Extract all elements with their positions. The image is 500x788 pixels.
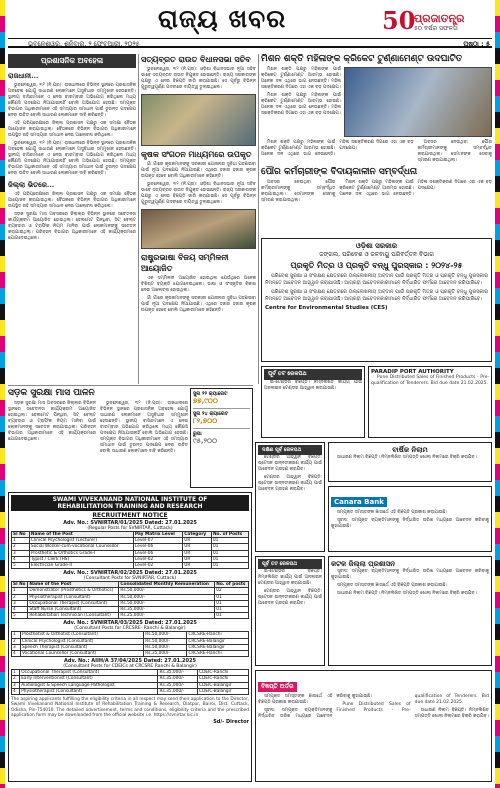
table-cell: Rehabilitation Technician (Consultant) [28,613,119,619]
table-header: Pay Matrix Level [133,532,182,538]
notice-head: କଟକ ଜିଲ୍ଲା ପ୍ରଶାସନ [331,559,395,568]
table-header: Sl No [12,532,30,538]
adv-number: Adv. No.: SVNIRTAR/02/2025 Dated: 27.01.2025 [63,570,197,577]
paragraph: ସାଧାରଣ ନିଲାମ ବିଜ୍ଞପ୍ତି। ନିମ୍ନଲିଖିତ ସମ୍ପତ୍ତି ଖୋଲା ନିଲାମରେ ବିକ୍ରି କରାଯିବ। [337,591,477,596]
table-cell: 3 [12,682,20,688]
table-cell: 5 [12,563,30,569]
kicker: ରାଜଧାନୀ... [8,71,39,80]
dateline [8,38,492,48]
posts-table [11,669,249,695]
newspaper-name: ପ୍ରଜାତନ୍ତ୍ର [414,12,465,25]
paragraph: ସଡ଼କ ସୁରକ୍ଷା ମାସ ଅବସରରେ ଜିଲ୍ଲାର ବିଭିନ୍ନ ସ୍ଥାନରେ ସଚେତନତା କାର୍ଯ୍ୟକ୍ରମ ଆୟୋଜିତ ହୋଇଥିଲା। ହେଲମେଟ ପିନ୍ଧିବା, ସିଟ୍ ବେଲ୍ଟ ବ୍ୟବହାର ଓ ଟ୍ରାଫିକ ନିୟମ ମାନିବା ପାଇଁ ଲୋକମାନଙ୍କୁ ସଚେତନ କରାଯାଇଥିଲା। ପରିବହନ ବିଭାଗର ଅଧିକାରୀମାନେ ଏହି କାର୍ଯ୍ୟକ୍ରମରେ ଯୋଗଦେଇଥିଲେ। [8,401,96,442]
headline-assembly-secretary: ସତ୍ୟବ୍ରତ ରାଉତ ବିଧାନସଭା ସଚିବ [141,54,251,64]
tender-head: ପୂର୍ବ ତଟ ରେଳପଥ [264,369,362,380]
table-cell: Demonstrator (Prosthetics & Orthotics) [28,588,119,594]
tender-body [264,380,362,392]
paragraph: ସାଧାରଣ ନିଲାମ ବିଜ୍ଞପ୍ତି। ନିମ୍ନଲିଖିତ ସମ୍ପତ୍ତି ଖୋଲା ନିଲାମରେ ବିକ୍ରି କରାଯିବ। [414,708,489,719]
issue-date: ଭୁବନେଶ୍ୱର, ଶନିବାର, ୨ ଫେବୃଆରୀ, ୨୦୨୫ [28,40,140,48]
tender-body [371,375,489,387]
notice-footer: Centre for Environmental Studies (CES) [265,305,388,311]
paragraph: ସୂଚନା: ସମ୍ପୃକ୍ତ ବ୍ୟକ୍ତିମାନଙ୍କୁ ନିର୍ଦ୍ଧାରିତ ତାରିଖ ମଧ୍ୟରେ ଆବେଦନ କରିବାକୁ କୁହାଯାଉଛି। [258,694,373,719]
table-cell: Physiotherapist (Consultant) [28,594,119,600]
table-row [12,563,249,569]
table-cell: UR [183,544,212,550]
paragraph: ମିଶନ ଶକ୍ତି ପକ୍ଷରୁ ମହିଳାଙ୍କ ପାଇଁ କ୍ରିକେଟ ଟୁର୍ଣ୍ଣାମେଣ୍ଟ ଆରମ୍ଭ ହୋଇଛି। ଅନେକ ଦଳ ଏଥିରେ ଭାଗ ନେଉଛନ୍ତି। ମହିଳା ସଶକ୍ତିକରଣ ଦିଗରେ ଏହା ଏକ ବଡ଼ ପଦକ୍ଷେପ। [261,67,341,90]
signatory: Sd/- Director [213,718,249,725]
paragraph: ସାଧାରଣ ନିଲାମ ବିଜ୍ଞପ୍ତି। ନିମ୍ନଲିଖିତ ସମ୍ପତ୍ତି ଖୋଲା ନିଲାମରେ ବିକ୍ରି କରାଯିବ। [337,455,477,460]
table-header: Sl No [12,582,28,588]
paragraph: ଅବସର ନେଉଥିବା ପୌର କର୍ମଚାରୀମାନଙ୍କୁ ସମ୍ବର୍ଦ୍ଧିତ କରାଯାଇଥିଲା। ସେମାନଙ୍କ ସେବାକୁ ସ୍ମରଣ କରାଯାଇଥିଲା। [261,180,336,203]
table-cell: Clinical Psychologist (Consultant) [20,638,143,644]
headline-cricket: ମିଶନ ଶକ୍ତି ମହିଳାଙ୍କ କ୍ରିକେଟ ଟୁର୍ଣ୍ଣାମେଣ୍ଟ ଉଦଘାଟିତ [261,54,463,64]
table-cell: Level-06 [133,544,182,550]
table-cell: Occupational Therapist (Consultant) [20,670,158,676]
adv-subtitle: (Regular Posts for SVNIRTAR, Cuttack) [87,526,173,531]
notice-order-body [258,694,489,720]
table-cell: Early Interventionist (Consultant) [20,676,158,682]
table-cell: Level-02 [133,556,182,562]
table-cell: CDEIC-Balangir [198,682,249,688]
paragraph: ଟେଣ୍ଡର ଆହ୍ୱାନ ବିଜ୍ଞପ୍ତି: ଷ୍ଟେସନ ଉନ୍ନତୀକରଣ କାର୍ଯ୍ୟ ପାଇଁ ଆବେଦନ ଗ୍ରହଣ କରାଯିବ। [258,455,322,472]
table-header: Name of the Post [29,532,133,538]
table-cell: Rs.35,000/- [158,682,198,688]
article-body [261,140,492,164]
article-body [8,192,136,242]
paragraph: ଭୁବନେଶ୍ୱର, ୧ା୨ (ନି.ପ୍ର): ଓଡ଼ିଶା ବିଧାନସଭାର ନୂଆ ସଚିବ ଭାବେ ସତ୍ୟବ୍ରତ ରାଉତ ନିଯୁକ୍ତ ହୋଇଛନ୍ତି। ରାଜ୍ୟ ସରକାରଙ୍କ ପକ୍ଷରୁ ଏ ନେଇ ବିଜ୍ଞପ୍ତି ଜାରି କରାଯାଇଛି। ସେ ପୂର୍ବରୁ ବିଭିନ୍ନ ଗୁରୁତ୍ୱପୂର୍ଣ୍ଣ ପଦବୀରେ ଦାୟିତ୍ୱ ତୁଲାଇଥିଲେ। [141,67,256,90]
table-header: Consolidated Monthly Remuneration [119,582,215,588]
table-cell: Level-06 [133,550,182,556]
registration-strip-right [495,0,500,788]
paragraph: ଏକ ସମ୍ମିଳନୀ ଆୟୋଜିତ ହୋଇଥିଲା ଯେଉଁଥିରେ ଅନେକ ବିଶିଷ୍ଟ ବ୍ୟକ୍ତି ଯୋଗଦେଇଥିଲେ। ଭାଷା ଓ ସଂସ୍କୃତିର ବିକାଶ ନେଇ ଆଲୋଚନା ହୋଇଥିଲା। [141,276,256,293]
gold-24k-label: ସୁନା ୨୪ କ୍ୟାରେଟ [193,411,229,417]
table-cell: 01 [215,613,249,619]
tender-body [258,569,322,607]
table-cell: 1 [12,588,28,594]
table-cell: 3 [12,600,28,606]
posts-table [11,581,249,619]
table-cell: Social Worker-cum-vocational Counsellor [29,544,133,550]
adv-number: Adv. No.: SVNIRTAR/03/2025 Dated: 27.01.2025 [63,620,197,627]
table-cell: Rs.50,000/- [119,588,215,594]
paragraph: ଗାଁ ଗାଁରେ କୃଷକମାନଙ୍କୁ ସରକାରୀ ଯୋଜନାର ସୁବିଧା ପହଞ୍ଚାଇବା ପାଇଁ ନୂଆ ପଦକ୍ଷେପ ନିଆଯାଇଛି। ଏଥିରେ ହଜାର ହଜାର କୃଷକ ଉପକୃତ ହେବେ ବୋଲି ଅଧିକାରୀମାନେ କହିଛନ୍ତି। [141,296,256,313]
railway-tender [255,442,325,552]
column-right [261,54,492,234]
paragraph: ଏହି ପରିପ୍ରେକ୍ଷୀରେ ଜିଲ୍ଲା ପ୍ରଶାସନ ପକ୍ଷରୁ ଏକ ସମୀକ୍ଷା ବୈଠକ ଆୟୋଜନ କରାଯାଇଥିଲା। ବୈଠକରେ ବିଭିନ୍ନ ବିଭାଗର ଅଧିକାରୀମାନେ ଉପସ୍ଥିତ ରହି ସମସ୍ୟାର ସମାଧାନ ନେଇ ଆଲୋଚନା କରିଥିଲେ। [8,121,136,138]
table-header: Name of the Post [28,582,119,588]
table-cell: 2 [12,594,28,600]
table-cell: Level-02 [133,563,182,569]
table-cell: UR [183,550,212,556]
paragraph: ପରିବେଶ ସୁରକ୍ଷା ଓ ସଂରକ୍ଷଣ କ୍ଷେତ୍ରରେ ଉଲ୍ଲେଖନୀୟ ଅବଦାନ ପାଇଁ ପ୍ରକୃତି ମିତ୍ର ଓ ପ୍ରକୃତି ବନ୍ଧୁ ପୁରସ୍କାର ନିମନ୍ତେ ଆବେଦନ ଆହ୍ୱାନ କରାଯାଉଛି। ଆଗ୍ରହୀ ଆବେଦନକାରୀମାନେ ନିର୍ଦ୍ଧାରିତ ଫର୍ମରେ ଆବେଦନ କରିପାରିବେ। [265,273,488,286]
table-cell: 2 [12,544,30,550]
department-name: ଜଙ୍ଗଲ, ପରିବେଶ ଓ ଜଳବାୟୁ ପରିବର୍ତ୍ତନ ବିଭାଗ [319,251,434,258]
table-cell: Rs.35,000/- [158,670,198,676]
silver-value: ୯୫,୨୦୦ [193,437,218,445]
tender-notice [255,556,325,666]
district-notice [328,556,492,666]
cricket-story [261,67,492,137]
table-cell: 01 [215,600,249,606]
paragraph: ସୂଚନା: ସମ୍ପୃକ୍ତ ବ୍ୟକ୍ତିମାନଙ୍କୁ ନିର୍ଦ୍ଧାରିତ ତାରିଖ ମଧ୍ୟରେ ଆବେଦନ କରିବାକୁ କୁହାଯାଉଛି। [331,518,489,529]
table-cell: Rs.50,000/- [119,600,215,606]
table-cell: CDEIC-Balangir [198,688,249,694]
govt-notice [261,238,492,362]
article-body [261,67,341,137]
table-cell: UR [183,538,212,544]
institute-name-line2: REHABILITATION TRAINING AND RESEARCH [57,503,203,510]
table-cell: CRCSRE-Ranchi [187,632,249,638]
port-tender-notice [368,366,492,438]
headline-conference: ରାଷ୍ଟ୍ରଭାଷା ବିଜୟ ସମ୍ମିଳନୀ ଆୟୋଜିତ [141,252,229,273]
paragraph: ସଡ଼କ ସୁରକ୍ଷା ମାସ ଅବସରରେ ଜିଲ୍ଲାର ବିଭିନ୍ନ ସ୍ଥାନରେ ସଚେତନତା କାର୍ଯ୍ୟକ୍ରମ ଆୟୋଜିତ ହୋଇଥିଲା। ହେଲମେଟ ପିନ୍ଧିବା, ସିଟ୍ ବେଲ୍ଟ ବ୍ୟବହାର ଓ ଟ୍ରାଫିକ ନିୟମ ମାନିବା ପାଇଁ ଲୋକମାନଙ୍କୁ ସଚେତନ କରାଯାଇଥିଲା। ପରିବହନ ବିଭାଗର ଅଧିକାରୀମାନେ ଏହି କାର୍ଯ୍ୟକ୍ରମରେ ଯୋଗଦେଇଥିଲେ। [8,212,136,241]
paragraph: ମିଶନ ଶକ୍ତି ପକ୍ଷରୁ ମହିଳାଙ୍କ ପାଇଁ କ୍ରିକେଟ ଟୁର୍ଣ୍ଣାମେଣ୍ଟ ଆରମ୍ଭ ହୋଇଛି। ଅନେକ ଦଳ ଏଥିରେ ଭାଗ ନେଉଛନ୍ତି। ମହିଳା ସଶକ୍ତିକରଣ ଦିଗରେ ଏହା ଏକ ବଡ଼ ପଦକ୍ଷେପ। [261,140,414,157]
table-cell: 4 [12,688,20,694]
paragraph: ଭୁବନେଶ୍ୱର, ୧ା୨ (ନି.ପ୍ର): ରାଜଧାନୀରେ ବିଭିନ୍ନ ସ୍ଥାନରେ ପ୍ରଶାସନିକ ଅବହେଳା ଯୋଗୁଁ ସାଧାରଣ ଲୋକମାନେ ଅସୁବିଧାର ସମ୍ମୁଖୀନ ହେଉଛନ୍ତି। ସ୍ଥାନୀୟ ବାସିନ୍ଦାମାନେ ଏ ନେଇ ବାରମ୍ବାର ଅଭିଯୋଗ କରିଥିଲେ ମଧ୍ୟ କୌଣସି ପଦକ୍ଷେପ ନିଆଯାଇନାହିଁ ବୋଲି ଅଭିଯୋଗ ହେଉଛି। ସମ୍ପୃକ୍ତ ବିଭାଗର ଅଧିକାରୀମାନେ ଏହି ସମସ୍ୟାର ସମାଧାନ ପାଇଁ ତୁରନ୍ତ ପଦକ୍ଷେପ ନେବା ଉଚିତ ବୋଲି ସାଧାରଣ ଲୋକମାନେ ଦାବି କରିଛନ୍ତି। [8,83,136,118]
table-cell: 01 [211,544,248,550]
page-title: ରାଜ୍ୟ ଖବର [158,4,287,33]
notice-body [331,569,489,597]
table-cell: Clinical Psychologist (Lecturer) [29,538,133,544]
posts-table [11,531,249,569]
recruitment-notice [8,492,252,782]
notice-title: RECRUITMENT NOTICE [92,512,168,519]
table-cell: 4 [12,607,28,613]
paragraph: Pune Distributed Sales of Finished Products - Pre-qualification of Tenderers. Bid due date 21.02.2025. [371,375,489,386]
table-row [12,613,249,619]
table-header: Category [183,532,212,538]
table-cell: Rs.50,000/- [144,644,187,650]
paragraph: ଟେଣ୍ଡର ଆହ୍ୱାନ ବିଜ୍ଞପ୍ତି: ଷ୍ଟେସନ ଉନ୍ନତୀକରଣ କାର୍ଯ୍ୟ ପାଇଁ ଆବେଦନ ଗ୍ରହଣ କରାଯିବ। [258,475,322,492]
table-row [12,651,249,657]
table-cell: 3 [12,644,21,650]
table-cell: 5 [12,613,28,619]
tender-head: ପୂର୍ବ ତଟ ରେଳପଥ [258,559,322,569]
divider [193,408,250,409]
table-cell: Electrician Grade-II [29,563,133,569]
registration-strip-left [0,0,5,788]
gold-rate-box [190,388,253,488]
gold-22k-label: ସୁନା ୨୨ କ୍ୟାରେଟ [193,391,228,397]
paragraph: ପରିବେଶ ସୁରକ୍ଷା ଓ ସଂରକ୍ଷଣ କ୍ଷେତ୍ରରେ ଉଲ୍ଲେଖନୀୟ ଅବଦାନ ପାଇଁ ପ୍ରକୃତି ମିତ୍ର ଓ ପ୍ରକୃତି ବନ୍ଧୁ ପୁରସ୍କାର ନିମନ୍ତେ ଆବେଦନ ଆହ୍ୱାନ କରାଯାଉଛି। ଆଗ୍ରହୀ ଆବେଦନକାରୀମାନେ ନିର୍ଦ୍ଧାରିତ ଫର୍ମରେ ଆବେଦନ କରିପାରିବେ। [265,289,488,302]
table-cell: Rs.50,000/- [119,594,215,600]
newspaper-logo [382,6,492,34]
table-cell: 2 [12,638,21,644]
notice-title: ପ୍ରକୃତି ମିତ୍ର ଓ ପ୍ରକୃତି ବନ୍ଧୁ ପୁରସ୍କାର : ୨୦୨୪-୨୫ [290,261,463,270]
cricket-photo [344,67,492,137]
govt-name: ଓଡ଼ିଶା ସରକାର [355,242,398,250]
table-cell: UR [183,556,212,562]
auction-head: ବାର୍ଷିକ ନିଲାମ [392,445,428,454]
posts-table [11,631,249,657]
divider [193,428,250,429]
table-row [12,688,249,694]
masthead [8,4,492,36]
paragraph: ସମ୍ପୃକ୍ତ ସମସ୍ତଙ୍କ ଜ୍ଞାତାର୍ଥେ ଏହି ବିଜ୍ଞପ୍ତି ପ୍ରକାଶ କରାଯାଉଛି। [337,510,448,515]
adv-subtitle: (Consultant Posts for CRCSRE- Ranchi & Balangir) [74,626,186,632]
paragraph: ଟେଣ୍ଡର ଆହ୍ୱାନ ବିଜ୍ଞପ୍ତି: ଷ୍ଟେସନ ଉନ୍ନତୀକରଣ କାର୍ଯ୍ୟ ପାଇଁ ଆବେଦନ ଗ୍ରହଣ କରାଯିବ। [258,589,322,606]
silver-label: ରୁପା [193,431,202,437]
sub-kicker: ଜିଲ୍ଲା ଭିତରେ... [8,180,55,189]
table-cell: 4 [12,556,30,562]
news-photo [141,94,256,146]
paragraph: ସମ୍ପୃକ୍ତ ସମସ୍ତଙ୍କ ଜ୍ଞାତାର୍ଥେ ଏହି ବିଜ୍ଞପ୍ତି ପ୍ରକାଶ କରାଯାଉଛି। [337,583,448,588]
headline-road-safety: ସଡ଼କ ସୁରକ୍ଷା ମାସ ପାଳନ [8,388,95,398]
paragraph: ମିଶନ ଶକ୍ତି ପକ୍ଷରୁ ମହିଳାଙ୍କ ପାଇଁ କ୍ରିକେଟ ଟୁର୍ଣ୍ଣାମେଣ୍ଟ ଆରମ୍ଭ ହୋଇଛି। ଅନେକ ଦଳ ଏଥିରେ ଭାଗ ନେଉଛନ୍ତି। ମହିଳା ସଶକ୍ତିକରଣ ଦିଗରେ ଏହା ଏକ ବଡ଼ ପଦକ୍ଷେପ। [339,180,492,197]
road-safety-article [8,388,188,488]
article-body [261,180,492,204]
table-cell: Physiotherapist (Consultant) [20,688,158,694]
headline-municipal-staff: ପୌର କର୍ମଚାରୀଙ୍କ ବିଦାୟକାଳୀନ ସମ୍ବର୍ଦ୍ଧନା [261,167,418,177]
tender-notice [261,366,365,438]
paragraph: ଭୁବନେଶ୍ୱର, ୧ା୨ (ନି.ପ୍ର): ଓଡ଼ିଶା ବିଧାନସଭାର ନୂଆ ସଚିବ ଭାବେ ସତ୍ୟବ୍ରତ ରାଉତ ନିଯୁକ୍ତ ହୋଇଛନ୍ତି। ରାଜ୍ୟ ସରକାରଙ୍କ ପକ୍ଷରୁ ଏ ନେଇ ବିଜ୍ଞପ୍ତି ଜାରି କରାଯାଇଛି। ସେ ପୂର୍ବରୁ ବିଭିନ୍ନ ଗୁରୁତ୍ୱପୂର୍ଣ୍ଣ ପଦବୀରେ ଦାୟିତ୍ୱ ତୁଲାଇଥିଲେ। [141,182,256,205]
port-authority-name: PARADIP PORT AUTHORITY [371,369,454,375]
divider [258,54,259,384]
table-cell: CRCSRE-Balangir [187,638,249,644]
headline-farmers: କୃଷକ ସଂଗଠନ ମାଧ୍ୟମରେ ଉପକୃତ [141,149,252,159]
auction-body [331,455,489,461]
table-cell: Rs.35,000/- [158,676,198,682]
table-cell: 2 [12,676,20,682]
table-cell: CDEIC-Ranchi [198,670,249,676]
institute-name-line1: SWAMI VIVEKANAND NATIONAL INSTITUTE OF [52,496,208,503]
institute-banner [11,495,249,511]
table-cell: 01 [211,556,248,562]
adv-subtitle: (Consultant Posts for CDEICs at CRCSRE Ranchi & Balangir) [63,664,197,670]
table-cell: Audiologist & Speech Language Pathologist [20,682,158,688]
table-cell: Rs.35,000/- [144,651,187,657]
paragraph: ଇ-ଟେଣ୍ଡର ବିଜ୍ଞପ୍ତି। ନିମ୍ନଲିଖିତ କାର୍ଯ୍ୟ ପାଇଁ ଅନଲାଇନ ଟେଣ୍ଡର ଆହ୍ୱାନ କରାଯାଉଛି। [258,569,322,586]
table-cell: 01 [211,538,248,544]
table-header: No. of posts [215,582,249,588]
table-cell: 1 [12,538,30,544]
table-cell: CRCSRE-Ranchi [187,651,249,657]
notice-order [255,670,492,782]
anniversary-numeral: 50 [382,6,416,35]
table-cell: Rs.35,000/- [158,688,198,694]
article-body [8,83,136,177]
paragraph: ଇ-ଟେଣ୍ଡର ବିଜ୍ଞପ୍ତି। ନିମ୍ନଲିଖିତ କାର୍ଯ୍ୟ ପାଇଁ ଅନଲାଇନ ଟେଣ୍ଡର ଆହ୍ୱାନ କରାଯାଉଛି। [264,380,362,391]
table-cell: 01 [215,607,249,613]
news-photo [141,209,256,249]
table-header: No. of Posts [211,532,248,538]
adv-number: Adv. No.: AIIH/A 37/04/2025 Dated: 27.01.2025 [64,658,196,665]
page-number: ପୃଷ୍ଠା : ୫ [463,40,490,48]
headline-admin-negligence: ପ୍ରଶାସନିକ ଅବହେଳା [8,54,136,68]
paragraph: ଭୁବନେଶ୍ୱର, ୧ା୨ (ନି.ପ୍ର): ରାଜଧାନୀରେ ବିଭିନ୍ନ ସ୍ଥାନରେ ପ୍ରଶାସନିକ ଅବହେଳା ଯୋଗୁଁ ସାଧାରଣ ଲୋକମାନେ ଅସୁବିଧାର ସମ୍ମୁଖୀନ ହେଉଛନ୍ତି। ସ୍ଥାନୀୟ ବାସିନ୍ଦାମାନେ ଏ ନେଇ ବାରମ୍ବାର ଅଭିଯୋଗ କରିଥିଲେ ମଧ୍ୟ କୌଣସି ପଦକ୍ଷେପ ନିଆଯାଇନାହିଁ ବୋଲି ଅଭିଯୋଗ ହେଉଛି। ସମ୍ପୃକ୍ତ ବିଭାଗର ଅଧିକାରୀମାନେ ଏହି ସମସ୍ୟାର ସମାଧାନ ପାଇଁ ତୁରନ୍ତ ପଦକ୍ଷେପ ନେବା ଉଚିତ ବୋଲି ସାଧାରଣ ଲୋକମାନେ ଦାବି କରିଛନ୍ତି। [100,401,188,454]
paragraph: ଅବସର ନେଉଥିବା ପୌର କର୍ମଚାରୀମାନଙ୍କୁ ସମ୍ବର୍ଦ୍ଧିତ କରାଯାଇଥିଲା। ସେମାନଙ୍କ ସେବାକୁ ସ୍ମରଣ କରାଯାଇଥିଲା। [417,140,492,163]
table-cell: Prosthetic & Orthotics Grade-I [29,550,133,556]
paragraph: ମିଶନ ଶକ୍ତି ପକ୍ଷରୁ ମହିଳାଙ୍କ ପାଇଁ କ୍ରିକେଟ ଟୁର୍ଣ୍ଣାମେଣ୍ଟ ଆରମ୍ଭ ହୋଇଛି। ଅନେକ ଦଳ ଏଥିରେ ଭାଗ ନେଉଛନ୍ତି। ମହିଳା ସଶକ୍ତିକରଣ ଦିଗରେ ଏହା ଏକ ବଡ଼ ପଦକ୍ଷେପ। [261,93,341,116]
table-cell: Rs.50,000/- [144,638,187,644]
paragraph: ଗାଁ ଗାଁରେ କୃଷକମାନଙ୍କୁ ସରକାରୀ ଯୋଜନାର ସୁବିଧା ପହଞ୍ଚାଇବା ପାଇଁ ନୂଆ ପଦକ୍ଷେପ ନିଆଯାଇଛି। ଏଥିରେ ହଜାର ହଜାର କୃଷକ ଉପକୃତ ହେବେ ବୋଲି ଅଧିକାରୀମାନେ କହିଛନ୍ତି। [141,162,256,179]
table-cell: Speech Therapist (Consultant) [20,644,143,650]
adv-subtitle: (Consultant Posts for SVNIRTAR, Cuttack) [83,576,177,582]
bank-notice-body [331,510,489,530]
table-cell: Level-07 [133,538,182,544]
table-cell: Prosthetist & Orthotist (Consultant) [20,632,143,638]
article-body [141,276,256,314]
article-body [8,401,188,455]
table-cell: 02 [215,588,249,594]
table-cell: CRCSRE-Balangir [187,644,249,650]
table-cell: CDEIC-Ranchi [198,676,249,682]
paragraph: ସମ୍ପୃକ୍ତ ସମସ୍ତଙ୍କ ଜ୍ଞାତାର୍ଥେ ଏହି ବିଜ୍ଞପ୍ତି ପ୍ରକାଶ କରାଯାଉଛି। [258,694,333,705]
article-body [141,162,256,206]
table-cell: Staff Nurse (Consultant) [28,607,119,613]
table-cell: Rs.35,000/- [119,607,215,613]
divider [138,54,139,384]
gold-22k-value: ୭୭,୯୦୦ [193,397,218,405]
recruitment-footer: The aspiring applicants fulfilling the eligibility criteria in all respect may send their application to the Director, Swami Vivekanand National Institute of Rehabilitation Training & Research, Olatpur, Bairoi, Dist. Cuttack, Odisha, Pin-754010. The detailed advertisement, terms and conditions, eligibility criteria and the prescribed application form may be downloaded from the official website i.e. https://svnirtar.nic.in [11,697,249,719]
table-cell: Rs.50,000/- [144,632,187,638]
bank-notice [328,486,492,552]
notice-order-head: ବିଜ୍ଞପ୍ତି ଅର୍ଡର [258,682,297,692]
column-left [8,54,136,384]
table-cell: Typist / Clerk (HS) [29,556,133,562]
table-cell: 01 [211,563,248,569]
paragraph: ସୂଚନା: ସମ୍ପୃକ୍ତ ବ୍ୟକ୍ତିମାନଙ୍କୁ ନିର୍ଦ୍ଧାରିତ ତାରିଖ ମଧ୍ୟରେ ଆବେଦନ କରିବାକୁ କୁହାଯାଉଛି। [331,569,489,580]
tender-body [258,455,322,493]
table-cell: 1 [12,632,21,638]
table-cell: 01 [211,550,248,556]
gold-24k-value: ୮୨,୭୦୦ [193,417,218,425]
table-cell: 01 [215,594,249,600]
table-cell: 1 [12,670,20,676]
paragraph: Pune Distributed Sales of Finished Products - Pre-qualification of Tenderers. Bid due date 21.02.2025. [336,694,489,713]
table-cell: Rs.25,000/- [119,613,215,619]
table-cell: 4 [12,651,21,657]
paragraph: ଭୁବନେଶ୍ୱର, ୧ା୨ (ନି.ପ୍ର): ରାଜଧାନୀରେ ବିଭିନ୍ନ ସ୍ଥାନରେ ପ୍ରଶାସନିକ ଅବହେଳା ଯୋଗୁଁ ସାଧାରଣ ଲୋକମାନେ ଅସୁବିଧାର ସମ୍ମୁଖୀନ ହେଉଛନ୍ତି। ସ୍ଥାନୀୟ ବାସିନ୍ଦାମାନେ ଏ ନେଇ ବାରମ୍ବାର ଅଭିଯୋଗ କରିଥିଲେ ମଧ୍ୟ କୌଣସି ପଦକ୍ଷେପ ନିଆଯାଇନାହିଁ ବୋଲି ଅଭିଯୋଗ ହେଉଛି। ସମ୍ପୃକ୍ତ ବିଭାଗର ଅଧିକାରୀମାନେ ଏହି ସମସ୍ୟାର ସମାଧାନ ପାଇଁ ତୁରନ୍ତ ପଦକ୍ଷେପ ନେବା ଉଚିତ ବୋଲି ସାଧାରଣ ଲୋକମାନେ ଦାବି କରିଛନ୍ତି। [8,141,136,176]
logo-tagline: ୫୦ ବର୍ଷର ସଫଳତା [414,25,458,32]
table-cell: 3 [12,550,30,556]
article-body [141,67,256,91]
auction-notice [328,442,492,482]
divider [8,385,253,386]
column-middle [141,54,256,384]
bank-logo: Canara Bank [331,497,387,507]
table-cell: UR [183,563,212,569]
notice-body [265,273,488,303]
table-cell: Vocational Counsellor (Consultant) [20,651,143,657]
paragraph: ଏହି ପରିପ୍ରେକ୍ଷୀରେ ଜିଲ୍ଲା ପ୍ରଶାସନ ପକ୍ଷରୁ ଏକ ସମୀକ୍ଷା ବୈଠକ ଆୟୋଜନ କରାଯାଇଥିଲା। ବୈଠକରେ ବିଭିନ୍ନ ବିଭାଗର ଅଧିକାରୀମାନେ ଉପସ୍ଥିତ ରହି ସମସ୍ୟାର ସମାଧାନ ନେଇ ଆଲୋଚନା କରିଥିଲେ। [8,192,136,209]
table-cell: Occupational Therapist (Consultant) [28,600,119,606]
adv-number: Adv. No.: SVNIRTAR/01/2025 Dated: 27.01.2025 [63,520,197,526]
tender-head: ଦକ୍ଷିଣ ପୂର୍ବ ରେଳପଥ [258,445,322,455]
